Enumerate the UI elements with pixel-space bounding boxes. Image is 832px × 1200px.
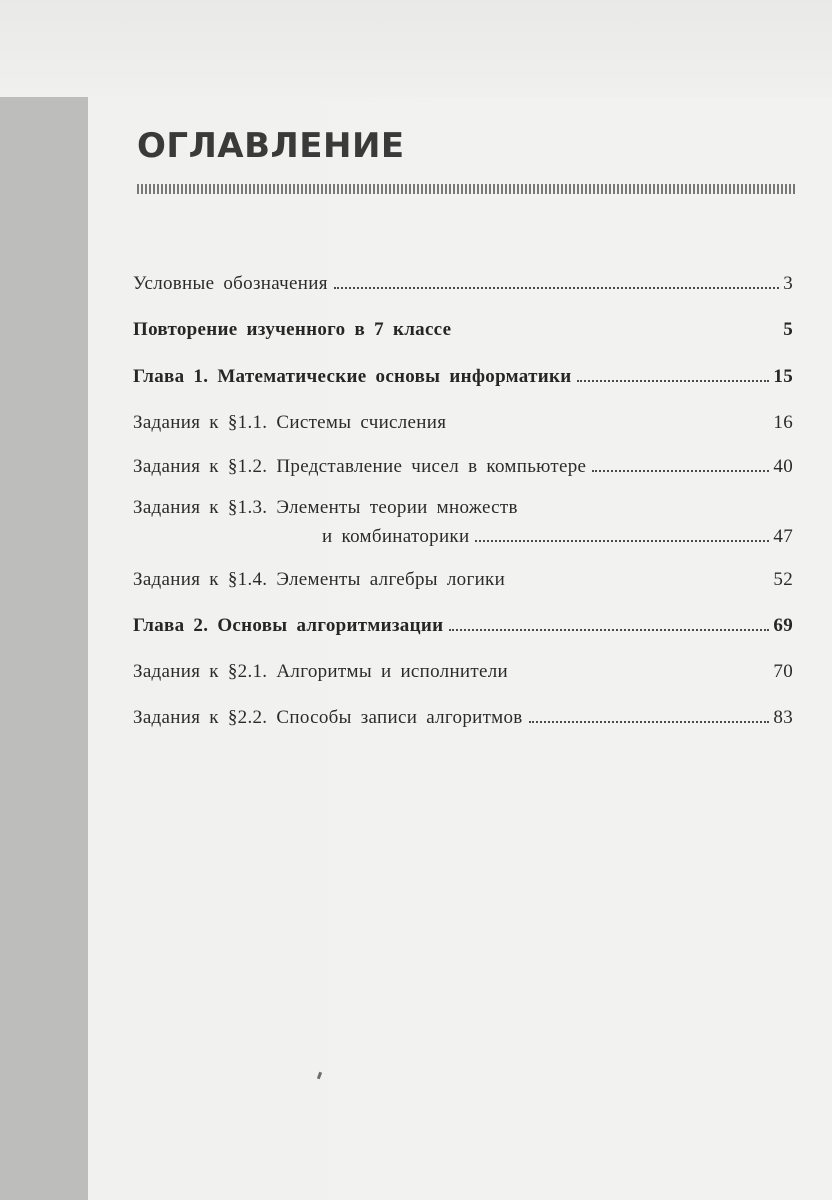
toc-entry-label: Задания к §1.3. Элементы теории множеств [133, 497, 518, 518]
toc-entry-label: Задания к §2.1. Алгоритмы и исполнители [133, 661, 508, 682]
toc-entry-page: 83 [773, 707, 793, 728]
toc-entry-label: Повторение изученного в 7 классе [133, 319, 452, 340]
toc-entry-page: 47 [773, 526, 793, 547]
toc-entry-label: Задания к §2.2. Способы записи алгоритмов [133, 707, 523, 728]
toc-entry-label: Глава 1. Математические основы информатики [133, 366, 572, 387]
toc-entry-section-1-3[interactable] [133, 496, 793, 520]
toc-entry-section-1-3-cont[interactable] [133, 525, 793, 549]
dot-leader [511, 583, 769, 585]
toc-entry-chapter-1[interactable] [133, 365, 793, 389]
toc-entry-page: 15 [773, 366, 793, 387]
toc-entry-label: Условные обозначения [133, 273, 328, 294]
heading-rule [137, 184, 795, 194]
page-title: ОГЛАВЛЕНИЕ [137, 126, 405, 166]
toc-entry-section-2-2[interactable] [133, 706, 793, 730]
toc-entry-section-1-1[interactable] [133, 411, 793, 435]
dot-leader [475, 540, 769, 542]
toc-entry-page: 52 [773, 569, 793, 590]
dot-leader [592, 470, 769, 472]
dot-leader [457, 333, 779, 335]
toc-entry-page: 70 [773, 661, 793, 682]
toc-entry-label: Задания к §1.2. Представление чисел в компьютере [133, 456, 587, 477]
toc-entry-review-7[interactable] [133, 318, 793, 342]
toc-entry-page: 3 [783, 273, 793, 294]
dot-leader [334, 287, 779, 289]
dot-leader [449, 629, 769, 631]
toc-entry-page: 5 [783, 319, 793, 340]
toc-entry-section-1-4[interactable] [133, 568, 793, 592]
page-top-area [0, 0, 832, 97]
toc-entry-label: Задания к §1.1. Системы счисления [133, 412, 447, 433]
gray-margin-band [0, 97, 88, 1200]
toc-entry-chapter-2[interactable] [133, 614, 793, 638]
dot-leader [577, 380, 769, 382]
toc-entry-label-line2: и комбинаторики [322, 526, 470, 547]
dot-leader [452, 426, 769, 428]
toc-entry-page: 16 [773, 412, 793, 433]
toc-entry-section-1-2[interactable] [133, 455, 793, 479]
dot-leader [514, 675, 769, 677]
toc-entry-label: Глава 2. Основы алгоритмизации [133, 615, 444, 636]
dot-leader [529, 721, 770, 723]
toc-entry-page: 69 [773, 615, 793, 636]
toc-entry-section-2-1[interactable] [133, 660, 793, 684]
toc-entry-page: 40 [773, 456, 793, 477]
toc-entry-label: Задания к §1.4. Элементы алгебры логики [133, 569, 506, 590]
toc-entry-conventions[interactable] [133, 272, 793, 296]
ink-mark [317, 1072, 322, 1080]
